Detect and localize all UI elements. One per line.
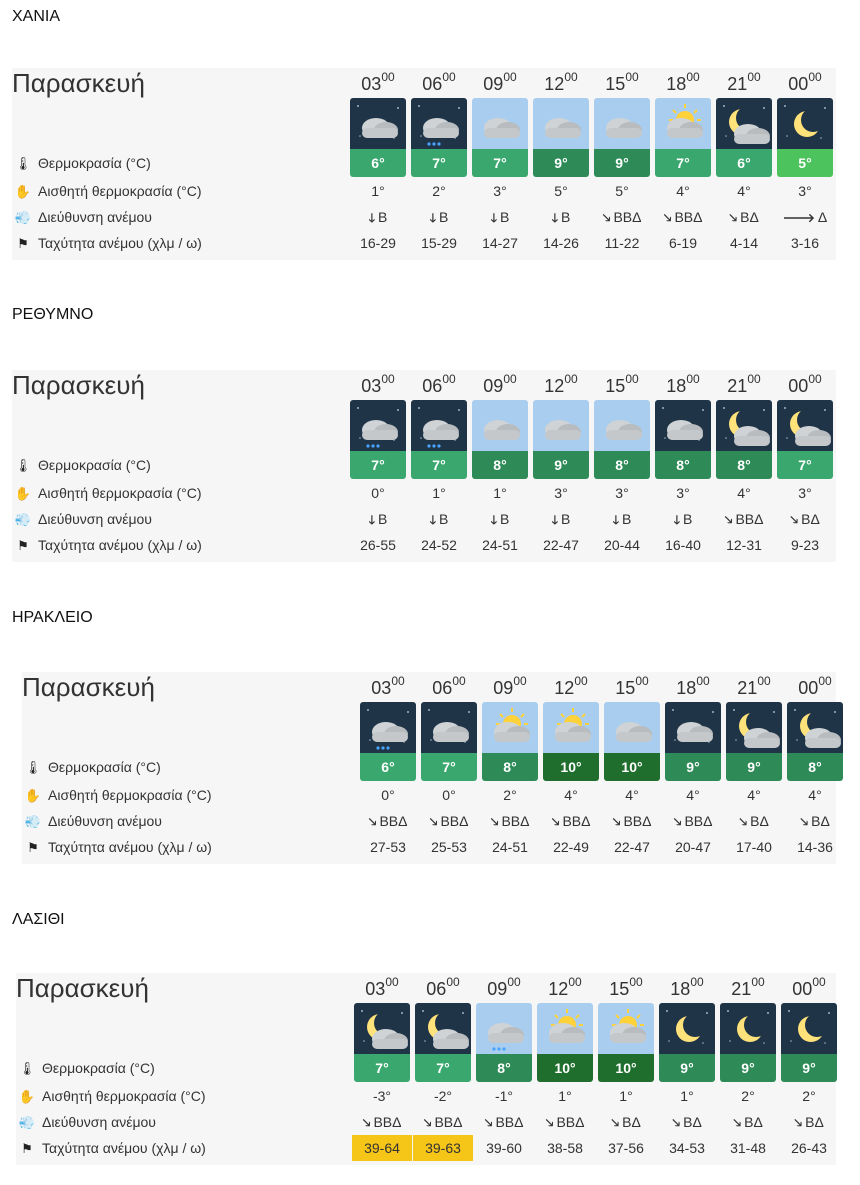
wind-direction-value: 🡓 Β	[348, 506, 408, 533]
wind-speed-value: 39-60	[486, 1140, 522, 1156]
hour-label: $00^{00}$	[792, 975, 826, 999]
temperature-value: 9°	[594, 149, 650, 177]
row-label: ✋ Αισθητή θερμοκρασία (°C)	[14, 480, 202, 507]
wind-arrow-icon: 🡖	[739, 815, 748, 829]
hour-label: $18^{00}$	[666, 372, 700, 396]
feels-like-row	[22, 782, 836, 808]
feels-like-value: 2°	[503, 787, 517, 803]
wind-direction-value: 🡖 ΒΒΔ	[541, 808, 601, 835]
cloud-icon	[421, 702, 477, 753]
feels-like-value: 1°	[558, 1088, 572, 1104]
row-label: ✋ Αισθητή θερμοκρασία (°C)	[18, 1083, 206, 1110]
sun-cloud-icon	[482, 702, 538, 753]
wind-speed-value: 6-19	[668, 235, 698, 251]
wind-direction-value: 🡖 ΒΔ	[714, 204, 774, 231]
wind-arrow-icon: 🡖	[729, 211, 738, 225]
hour-label: $12^{00}$	[554, 674, 588, 698]
hand-icon: ✋	[18, 1089, 36, 1104]
hour-label: $12^{00}$	[548, 975, 582, 999]
row-label: 🌡 Θερμοκρασία (°C)	[14, 452, 151, 479]
cloud-icon	[594, 98, 650, 149]
wind-speed-value: 16-29	[360, 235, 396, 251]
wind-arrow-icon: 🡒	[782, 211, 815, 225]
wind-speed-value: 15-29	[421, 235, 457, 251]
wind-arrow-icon: 🡖	[484, 1116, 493, 1130]
cloud-icon	[665, 702, 721, 753]
temperature-value: 7°	[777, 451, 833, 479]
wind-direction-value: 🡓 Β	[470, 204, 530, 231]
cloud-icon	[472, 98, 528, 149]
temperature-value: 8°	[476, 1054, 532, 1082]
row-label: 🌡 Θερμοκρασία (°C)	[18, 1055, 155, 1082]
wind-direction-value: 🡖 ΒΔ	[718, 1109, 778, 1136]
wind-speed-value: 24-51	[492, 839, 528, 855]
wind-arrow-icon: 🡓	[429, 211, 436, 225]
region-title: ΡΕΘΥΜΝΟ	[12, 306, 94, 323]
hour-label: $15^{00}$	[605, 70, 639, 94]
wind-speed-value: 31-48	[730, 1140, 766, 1156]
feels-like-value: 4°	[564, 787, 578, 803]
wind-speed-value: 24-51	[482, 537, 518, 553]
row-label: 🌡 Θερμοκρασία (°C)	[24, 754, 161, 781]
region-title: ΛΑΣΙΘΙ	[12, 911, 65, 928]
feels-like-value: 3°	[798, 485, 812, 501]
feels-like-value: 2°	[741, 1088, 755, 1104]
temperature-value: 9°	[533, 451, 589, 479]
flag-icon: ⚑	[17, 236, 29, 251]
hand-icon: ✋	[14, 184, 32, 199]
hour-label: $15^{00}$	[609, 975, 643, 999]
thermometer-icon: 🌡	[14, 156, 32, 171]
hour-label: $06^{00}$	[422, 70, 456, 94]
sun-cloud-icon	[537, 1003, 593, 1054]
wind-speed-value: 37-56	[608, 1140, 644, 1156]
wind-arrow-icon: 🡖	[368, 815, 377, 829]
temperature-value: 8°	[482, 753, 538, 781]
wind-arrow-icon: 🡖	[545, 1116, 554, 1130]
feels-like-value: 2°	[802, 1088, 816, 1104]
thermometer-icon: 🌡	[18, 1061, 36, 1076]
wind-arrow-icon: 🡖	[672, 1116, 681, 1130]
wind-speed-value: 24-52	[421, 537, 457, 553]
sun-cloud-icon	[655, 98, 711, 149]
wind-arrow-icon: 🡖	[612, 815, 621, 829]
wind-speed-value: 3-16	[790, 235, 820, 251]
moon-cloud-icon	[716, 400, 772, 451]
feels-like-value: 1°	[493, 485, 507, 501]
hour-label: $00^{00}$	[788, 70, 822, 94]
day-label: Παρασκευή	[12, 370, 145, 400]
feels-like-value: 4°	[686, 787, 700, 803]
feels-like-value: 0°	[381, 787, 395, 803]
wind-speed-value: 14-26	[543, 235, 579, 251]
wind-speed-value: 39-63	[413, 1135, 473, 1161]
row-label: 🌡 Θερμοκρασία (°C)	[14, 150, 151, 177]
moon-icon	[659, 1003, 715, 1054]
wind-direction-value: 🡖 ΒΒΔ	[535, 1109, 595, 1136]
wind-direction-value: 🡓 Β	[470, 506, 530, 533]
temperature-value: 8°	[716, 451, 772, 479]
cloud-icon	[604, 702, 660, 753]
wind-speed-value: 9-23	[790, 537, 820, 553]
temperature-row	[12, 150, 836, 176]
feels-like-value: 4°	[737, 183, 751, 199]
temperature-value: 9°	[659, 1054, 715, 1082]
hour-label: $21^{00}$	[727, 70, 761, 94]
wind-arrow-icon: 🡖	[490, 815, 499, 829]
wind-direction-value: 🡖 ΒΔ	[785, 808, 845, 835]
wind-direction-value: 🡖 ΒΒΔ	[714, 506, 774, 533]
temperature-value: 5°	[777, 149, 833, 177]
cloud-icon	[594, 400, 650, 451]
wind-arrow-icon: 🡖	[611, 1116, 620, 1130]
temperature-row	[16, 1055, 836, 1081]
feels-like-value: 3°	[676, 485, 690, 501]
wind-direction-value: 🡖 ΒΒΔ	[480, 808, 540, 835]
moon-icon	[720, 1003, 776, 1054]
day-label: Παρασκευή	[12, 68, 145, 98]
moon-cloud-icon	[716, 98, 772, 149]
temperature-value: 6°	[350, 149, 406, 177]
temperature-value: 10°	[543, 753, 599, 781]
wind-direction-value: 🡓 Β	[653, 506, 713, 533]
temperature-value: 7°	[350, 451, 406, 479]
wind-direction-value: 🡖 ΒΒΔ	[592, 204, 652, 231]
wind-direction-row	[22, 808, 836, 834]
wind-direction-value: 🡓 Β	[531, 506, 591, 533]
wind-speed-value: 22-47	[614, 839, 650, 855]
cloud-rain-icon	[350, 400, 406, 451]
feels-like-value: 1°	[371, 183, 385, 199]
feels-like-value: 1°	[680, 1088, 694, 1104]
hour-label: $15^{00}$	[615, 674, 649, 698]
row-label: 💨 Διεύθυνση ανέμου	[18, 1109, 156, 1136]
wind-speed-value: 39-64	[352, 1135, 412, 1161]
hour-label: $03^{00}$	[371, 674, 405, 698]
region-title: ΧΑΝΙΑ	[12, 8, 61, 25]
feels-like-row	[16, 1083, 836, 1109]
temperature-value: 8°	[472, 451, 528, 479]
thermometer-icon: 🌡	[24, 760, 42, 775]
feels-like-row	[12, 178, 836, 204]
wind-direction-value: 🡖 ΒΒΔ	[358, 808, 418, 835]
temperature-value: 10°	[598, 1054, 654, 1082]
feels-like-value: -1°	[494, 1088, 514, 1104]
temperature-value: 8°	[787, 753, 843, 781]
hour-label: $03^{00}$	[361, 372, 395, 396]
wind-speed-value: 38-58	[547, 1140, 583, 1156]
feels-like-value: 3°	[615, 485, 629, 501]
wind-direction-value: 🡖 ΒΔ	[657, 1109, 717, 1136]
wind-direction-value: 🡓 Β	[409, 204, 469, 231]
cloud-rain-icon	[411, 98, 467, 149]
forecast-panel	[22, 672, 836, 864]
wind-speed-value: 20-47	[675, 839, 711, 855]
feels-like-value: 4°	[676, 183, 690, 199]
wind-speed-row	[16, 1135, 836, 1161]
wind-arrow-icon: 🡓	[490, 513, 497, 527]
wind-direction-value: 🡖 ΒΔ	[596, 1109, 656, 1136]
wind-speed-value: 26-55	[360, 537, 396, 553]
moon-icon	[781, 1003, 837, 1054]
wind-arrow-icon: 🡖	[362, 1116, 371, 1130]
feels-like-value: -3°	[372, 1088, 392, 1104]
hour-label: $06^{00}$	[432, 674, 466, 698]
wind-icon: 💨	[14, 512, 32, 527]
hour-label: $18^{00}$	[676, 674, 710, 698]
cloud-rain-icon	[476, 1003, 532, 1054]
wind-arrow-icon: 🡖	[790, 513, 799, 527]
feels-like-value: -2°	[433, 1088, 453, 1104]
hour-label: $00^{00}$	[788, 372, 822, 396]
cloud-rain-icon	[411, 400, 467, 451]
feels-like-row	[12, 480, 836, 506]
feels-like-value: 4°	[747, 787, 761, 803]
wind-direction-row	[12, 506, 836, 532]
wind-icon: 💨	[18, 1115, 36, 1130]
wind-direction-value: 🡖 ΒΒΔ	[653, 204, 713, 231]
flag-icon: ⚑	[21, 1141, 33, 1156]
thermometer-icon: 🌡	[14, 458, 32, 473]
wind-arrow-icon: 🡖	[663, 211, 672, 225]
hour-label: $18^{00}$	[666, 70, 700, 94]
hand-icon: ✋	[14, 486, 32, 501]
forecast-panel	[16, 973, 836, 1165]
feels-like-value: 3°	[554, 485, 568, 501]
temperature-value: 7°	[421, 753, 477, 781]
hand-icon: ✋	[24, 788, 42, 803]
moon-cloud-icon	[787, 702, 843, 753]
moon-icon	[777, 98, 833, 149]
wind-arrow-icon: 🡖	[423, 1116, 432, 1130]
row-label: 💨 Διεύθυνση ανέμου	[14, 506, 152, 533]
feels-like-value: 5°	[554, 183, 568, 199]
feels-like-value: 0°	[371, 485, 385, 501]
wind-direction-value: 🡖 ΒΒΔ	[602, 808, 662, 835]
temperature-value: 8°	[594, 451, 650, 479]
wind-speed-value: 25-53	[431, 839, 467, 855]
feels-like-value: 2°	[432, 183, 446, 199]
wind-arrow-icon: 🡖	[673, 815, 682, 829]
temperature-value: 9°	[726, 753, 782, 781]
wind-speed-value: 34-53	[669, 1140, 705, 1156]
wind-arrow-icon: 🡖	[800, 815, 809, 829]
wind-speed-value: 17-40	[736, 839, 772, 855]
hour-label: $09^{00}$	[487, 975, 521, 999]
cloud-icon	[655, 400, 711, 451]
hour-label: $12^{00}$	[544, 70, 578, 94]
feels-like-value: 5°	[615, 183, 629, 199]
wind-icon: 💨	[24, 814, 42, 829]
hour-label: $15^{00}$	[605, 372, 639, 396]
temperature-value: 10°	[604, 753, 660, 781]
temperature-value: 7°	[655, 149, 711, 177]
wind-arrow-icon: 🡓	[673, 513, 680, 527]
sun-cloud-icon	[543, 702, 599, 753]
hour-label: $06^{00}$	[426, 975, 460, 999]
wind-direction-value: 🡖 ΒΒΔ	[663, 808, 723, 835]
wind-direction-value: 🡖 ΒΒΔ	[474, 1109, 534, 1136]
row-label: 💨 Διεύθυνση ανέμου	[24, 808, 162, 835]
wind-arrow-icon: 🡓	[368, 513, 375, 527]
temperature-value: 8°	[655, 451, 711, 479]
hour-label: $21^{00}$	[731, 975, 765, 999]
wind-arrow-icon: 🡓	[551, 513, 558, 527]
cloud-icon	[533, 98, 589, 149]
region-title: ΗΡΑΚΛΕΙΟ	[12, 609, 93, 626]
cloud-rain-icon	[360, 702, 416, 753]
wind-direction-value: 🡓 Β	[531, 204, 591, 231]
wind-speed-row	[12, 532, 836, 558]
wind-speed-value: 16-40	[665, 537, 701, 553]
hour-label: $03^{00}$	[365, 975, 399, 999]
moon-cloud-icon	[354, 1003, 410, 1054]
hour-label: $09^{00}$	[493, 674, 527, 698]
wind-speed-value: 20-44	[604, 537, 640, 553]
wind-speed-value: 11-22	[604, 235, 640, 251]
feels-like-value: 0°	[442, 787, 456, 803]
cloud-icon	[533, 400, 589, 451]
temperature-value: 7°	[411, 149, 467, 177]
temperature-value: 10°	[537, 1054, 593, 1082]
moon-cloud-icon	[777, 400, 833, 451]
hour-label: $09^{00}$	[483, 372, 517, 396]
moon-cloud-icon	[415, 1003, 471, 1054]
feels-like-value: 1°	[619, 1088, 633, 1104]
row-label: ⚑ Ταχύτητα ανέμου (χλμ / ω)	[14, 230, 202, 257]
wind-icon: 💨	[14, 210, 32, 225]
wind-direction-row	[12, 204, 836, 230]
temperature-value: 7°	[411, 451, 467, 479]
wind-direction-value: 🡓 Β	[409, 506, 469, 533]
cloud-icon	[350, 98, 406, 149]
wind-direction-value: 🡓 Β	[592, 506, 652, 533]
wind-speed-value: 22-49	[553, 839, 589, 855]
sun-cloud-icon	[598, 1003, 654, 1054]
hour-label: $12^{00}$	[544, 372, 578, 396]
cloud-icon	[472, 400, 528, 451]
wind-arrow-icon: 🡖	[794, 1116, 803, 1130]
feels-like-value: 3°	[798, 183, 812, 199]
day-label: Παρασκευή	[16, 973, 149, 1003]
feels-like-value: 4°	[808, 787, 822, 803]
hour-label: $06^{00}$	[422, 372, 456, 396]
temperature-value: 9°	[533, 149, 589, 177]
wind-speed-row	[22, 834, 836, 860]
row-label: 💨 Διεύθυνση ανέμου	[14, 204, 152, 231]
flag-icon: ⚑	[27, 840, 39, 855]
wind-speed-value: 14-36	[797, 839, 833, 855]
wind-arrow-icon: 🡓	[429, 513, 436, 527]
wind-arrow-icon: 🡖	[551, 815, 560, 829]
feels-like-value: 4°	[625, 787, 639, 803]
temperature-row	[12, 452, 836, 478]
wind-direction-row	[16, 1109, 836, 1135]
wind-direction-value: 🡖 ΒΒΔ	[352, 1109, 412, 1136]
wind-arrow-icon: 🡓	[551, 211, 558, 225]
wind-direction-value: 🡖 ΒΔ	[724, 808, 784, 835]
wind-speed-row	[12, 230, 836, 256]
temperature-value: 7°	[354, 1054, 410, 1082]
wind-speed-value: 27-53	[370, 839, 406, 855]
wind-arrow-icon: 🡓	[612, 513, 619, 527]
wind-speed-value: 12-31	[726, 537, 762, 553]
wind-direction-value: 🡒 Δ	[775, 204, 835, 231]
wind-direction-value: 🡖 ΒΔ	[779, 1109, 839, 1136]
row-label: ⚑ Ταχύτητα ανέμου (χλμ / ω)	[24, 834, 212, 861]
wind-speed-value: 14-27	[482, 235, 518, 251]
temperature-value: 6°	[716, 149, 772, 177]
wind-arrow-icon: 🡖	[429, 815, 438, 829]
feels-like-value: 4°	[737, 485, 751, 501]
wind-arrow-icon: 🡖	[733, 1116, 742, 1130]
day-label: Παρασκευή	[22, 672, 155, 702]
wind-direction-value: 🡖 ΒΒΔ	[419, 808, 479, 835]
wind-speed-value: 4-14	[729, 235, 759, 251]
wind-direction-value: 🡓 Β	[348, 204, 408, 231]
row-label: ✋ Αισθητή θερμοκρασία (°C)	[14, 178, 202, 205]
hour-label: $03^{00}$	[361, 70, 395, 94]
temperature-value: 6°	[360, 753, 416, 781]
row-label: ⚑ Ταχύτητα ανέμου (χλμ / ω)	[18, 1135, 206, 1162]
hour-label: $00^{00}$	[798, 674, 832, 698]
wind-arrow-icon: 🡓	[368, 211, 375, 225]
temperature-value: 9°	[781, 1054, 837, 1082]
wind-arrow-icon: 🡓	[490, 211, 497, 225]
flag-icon: ⚑	[17, 538, 29, 553]
row-label: ✋ Αισθητή θερμοκρασία (°C)	[24, 782, 212, 809]
temperature-value: 9°	[665, 753, 721, 781]
moon-cloud-icon	[726, 702, 782, 753]
forecast-panel	[12, 370, 836, 562]
temperature-row	[22, 754, 836, 780]
wind-arrow-icon: 🡖	[602, 211, 611, 225]
temperature-value: 7°	[415, 1054, 471, 1082]
temperature-value: 7°	[472, 149, 528, 177]
temperature-value: 9°	[720, 1054, 776, 1082]
hour-label: $18^{00}$	[670, 975, 704, 999]
hour-label: $21^{00}$	[737, 674, 771, 698]
row-label: ⚑ Ταχύτητα ανέμου (χλμ / ω)	[14, 532, 202, 559]
feels-like-value: 1°	[432, 485, 446, 501]
feels-like-value: 3°	[493, 183, 507, 199]
hour-label: $09^{00}$	[483, 70, 517, 94]
forecast-panel	[12, 68, 836, 260]
wind-arrow-icon: 🡖	[724, 513, 733, 527]
hour-label: $21^{00}$	[727, 372, 761, 396]
wind-direction-value: 🡖 ΒΔ	[775, 506, 835, 533]
wind-speed-value: 26-43	[791, 1140, 827, 1156]
wind-direction-value: 🡖 ΒΒΔ	[413, 1109, 473, 1136]
wind-speed-value: 22-47	[543, 537, 579, 553]
